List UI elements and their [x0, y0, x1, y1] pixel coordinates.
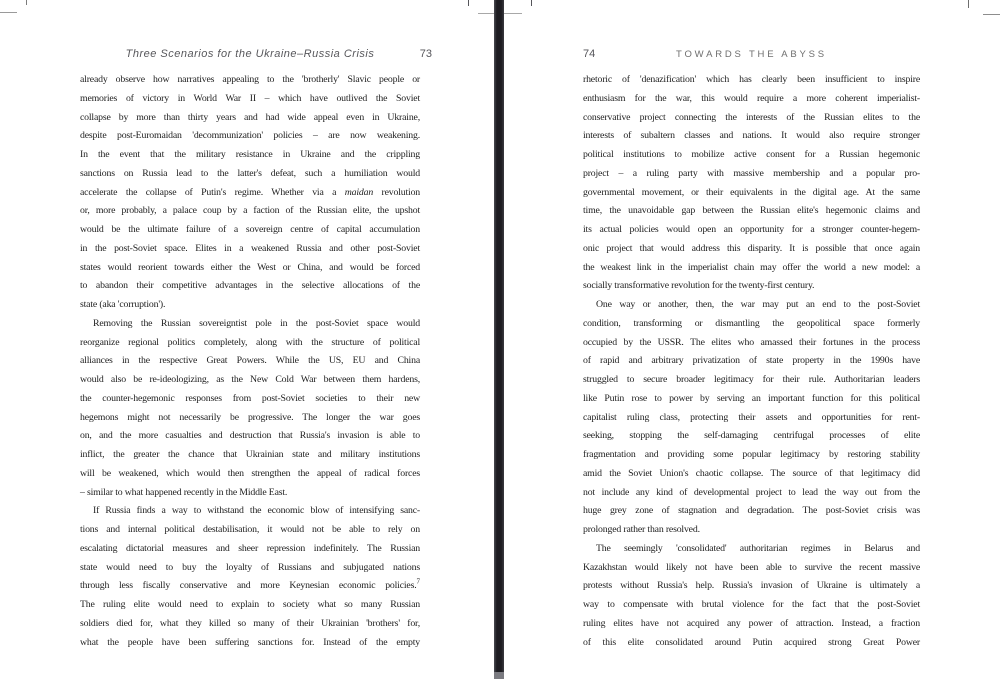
text-line: through less fiscally conservative and more Keynesian economic policies.$^7$ — [80, 577, 420, 592]
crop-mark — [968, 0, 969, 8]
book-spine — [494, 0, 504, 679]
page-body-left — [80, 71, 420, 652]
paragraph — [80, 502, 420, 652]
crop-mark — [531, 0, 532, 6]
text-line: huge grey zone of stagnation and degradation. The post-Soviet crisis was — [583, 505, 920, 517]
text-line: not include any kind of developmental project to lead the way out from the — [583, 486, 920, 498]
text-line: onic project that would address this disparity. It is possible that once again — [583, 242, 920, 254]
text-line: would be the ultimate failure of a sovereign centre of capital accumulation — [80, 224, 420, 235]
text-line: despite post-Euromaidan 'decommunization' policies – are now weakening. — [80, 130, 420, 142]
text-line: protests without Russia's help. Russia's invasion of Ukraine is ultimately a — [583, 580, 920, 592]
text-line: – similar to what happened recently in the Middle East. — [80, 486, 288, 498]
text-line: In the event that the military resistance in Ukraine and the crippling — [80, 149, 420, 160]
text-line: The seemingly 'consolidated' authoritarian regimes in Belarus and — [596, 542, 920, 554]
running-header-title-left: Three Scenarios for the Ukraine–Russia Crisis — [125, 48, 375, 60]
book-spine-tip — [494, 672, 504, 679]
paragraph — [80, 71, 420, 315]
text-line: of rapid and arbitrary privatization of state property in the 1990s have — [583, 355, 920, 367]
text-line: governmental movement, or their equivalents in the digital age. At the same — [583, 186, 920, 198]
crop-mark — [983, 14, 1000, 15]
text-line: state (aka 'corruption'). — [80, 299, 166, 310]
text-line: tions and internal political destabilisation, it would not be able to rely on — [80, 524, 420, 535]
text-line: enthusiasm for the war, this would require a more coherent imperialist- — [583, 92, 920, 104]
text-line: conservative project connecting the interests of the Russian elites to the — [583, 111, 920, 123]
running-header-left — [80, 47, 432, 62]
paragraph — [583, 540, 920, 653]
paragraph — [583, 296, 920, 540]
text-line: state would need to buy the loyalty of Russians and subjugated nations — [80, 561, 420, 573]
text-line: will be weakened, which would then strengthen the appeal of radical forces — [80, 467, 420, 479]
page-number-right: 74 — [583, 48, 596, 60]
text-line: already observe how narratives appealing to the 'brotherly' Slavic people or — [80, 74, 420, 85]
text-line: on, and the more casualties and destruction that Russia's invasion is able to — [80, 430, 420, 442]
text-line: to abandon their competitive advantages in the selective allocations of the — [80, 280, 420, 292]
page-body-right — [583, 71, 920, 652]
text-line: memories of victory in World War II – which have outlived the Soviet — [80, 92, 420, 104]
text-line: collapse by more than thirty years and had wide appeal even in Ukraine, — [80, 111, 420, 123]
text-line: or, more probably, a palace coup by a faction of the Russian elite, the upshot — [80, 205, 420, 217]
text-line: would also be re-ideologizing, as the New Cold War between them hardens, — [80, 374, 420, 385]
running-header-right — [583, 47, 920, 62]
text-line: Removing the Russian sovereigntist pole in the post-Soviet space would — [93, 317, 420, 329]
running-header-title-right: TOWARDS THE ABYSS — [676, 49, 827, 60]
text-line: its actual policies would open an opportunity for a stronger counter-hegem- — [583, 224, 920, 235]
text-line: socially transformative revolution for the twenty-first century. — [583, 280, 815, 292]
text-line: accelerate the collapse of Putin's regime. Whether via a maidan revolution — [80, 186, 421, 198]
text-line: in the post-Soviet space. Elites in a weakened Russia and other post-Soviet — [80, 242, 420, 254]
text-line: occupied by the USSR. The elites who amassed their fortunes in the process — [583, 336, 920, 348]
text-line: escalating dictatorial measures and sheer repression indefinitely. The Russian — [80, 542, 420, 554]
text-line: condition, transforming or dismantling the geopolitical space formerly — [583, 317, 920, 329]
text-line: political institutions to mobilize active consent for a Russian hegemonic — [583, 149, 920, 160]
text-line: If Russia finds a way to withstand the economic blow of intensifying sanc- — [93, 505, 420, 517]
paragraph — [583, 71, 920, 296]
text-line: inflict, the greater the chance that Ukrainian state and military institutions — [80, 449, 420, 460]
text-line: of this elite consolidated around Putin acquired strong Great Power — [583, 636, 920, 648]
text-line: seeking, stopping the self-damaging centrifugal processes of elite — [583, 430, 920, 442]
text-line: alliances in the respective Great Powers. While the US, EU and China — [80, 355, 420, 367]
text-line: reorganize regional politics completely, along with the structure of political — [80, 336, 420, 348]
crop-mark — [468, 0, 469, 6]
text-line: hegemons might not necessarily be progressive. The longer the war goes — [80, 411, 420, 423]
text-line: like Putin rose to power by serving an important function for this political — [583, 392, 920, 404]
right-page — [583, 0, 920, 679]
text-line: capitalist ruling class, protecting their assets and opportunities for rent- — [583, 411, 920, 423]
text-line: ruling elites have not acquired any power of attraction. Instead, a fraction — [583, 617, 920, 629]
text-line: way to compensate with brutal violence for the fact that the post-Soviet — [583, 599, 920, 610]
text-line: project – a ruling party with massive membership and a popular pro- — [583, 167, 920, 179]
text-line: prolonged rather than resolved. — [583, 524, 700, 535]
page-number-left: 73 — [419, 48, 432, 60]
text-line: sanctions on Russia lead to the latter's defeat, such a humiliation would — [80, 167, 420, 179]
paragraph — [80, 315, 420, 503]
left-page — [80, 0, 432, 679]
text-line: interests of subaltern classes and nations. It would also require stronger — [583, 130, 920, 142]
text-line: the counter-hegemonic responses from post-Soviet societies to their new — [80, 392, 420, 404]
text-line: what the people have been suffering sanctions for. Instead of the empty — [80, 636, 420, 648]
text-line: amid the Soviet Union's chaotic collapse. The source of that legitimacy did — [583, 467, 920, 479]
crop-mark — [0, 12, 17, 13]
text-line: soldiers died for, what they killed so many of their Ukrainian 'brothers' for, — [80, 617, 420, 629]
text-line: Kazakhstan would likely not have been able to survive the recent massive — [583, 561, 920, 573]
text-line: rhetoric of 'denazification' which has clearly been insufficient to inspire — [583, 74, 920, 85]
text-line: fragmentation and providing some popular legitimacy by restoring stability — [583, 449, 920, 460]
crop-mark — [26, 0, 27, 5]
text-line: struggled to secure broader legitimacy for their rule. Authoritarian leaders — [583, 374, 920, 385]
text-line: the weakest link in the imperialist chain may offer the world a new model: a — [583, 261, 920, 273]
text-line: time, the unavoidable gap between the Russian elite's hegemonic claims and — [583, 205, 920, 217]
text-line: states would reorient towards either the West or China, and would be forced — [80, 261, 420, 273]
text-line: The ruling elite would need to explain to society what so many Russian — [80, 599, 420, 610]
text-line: One way or another, then, the war may put an end to the post-Soviet — [596, 299, 920, 310]
